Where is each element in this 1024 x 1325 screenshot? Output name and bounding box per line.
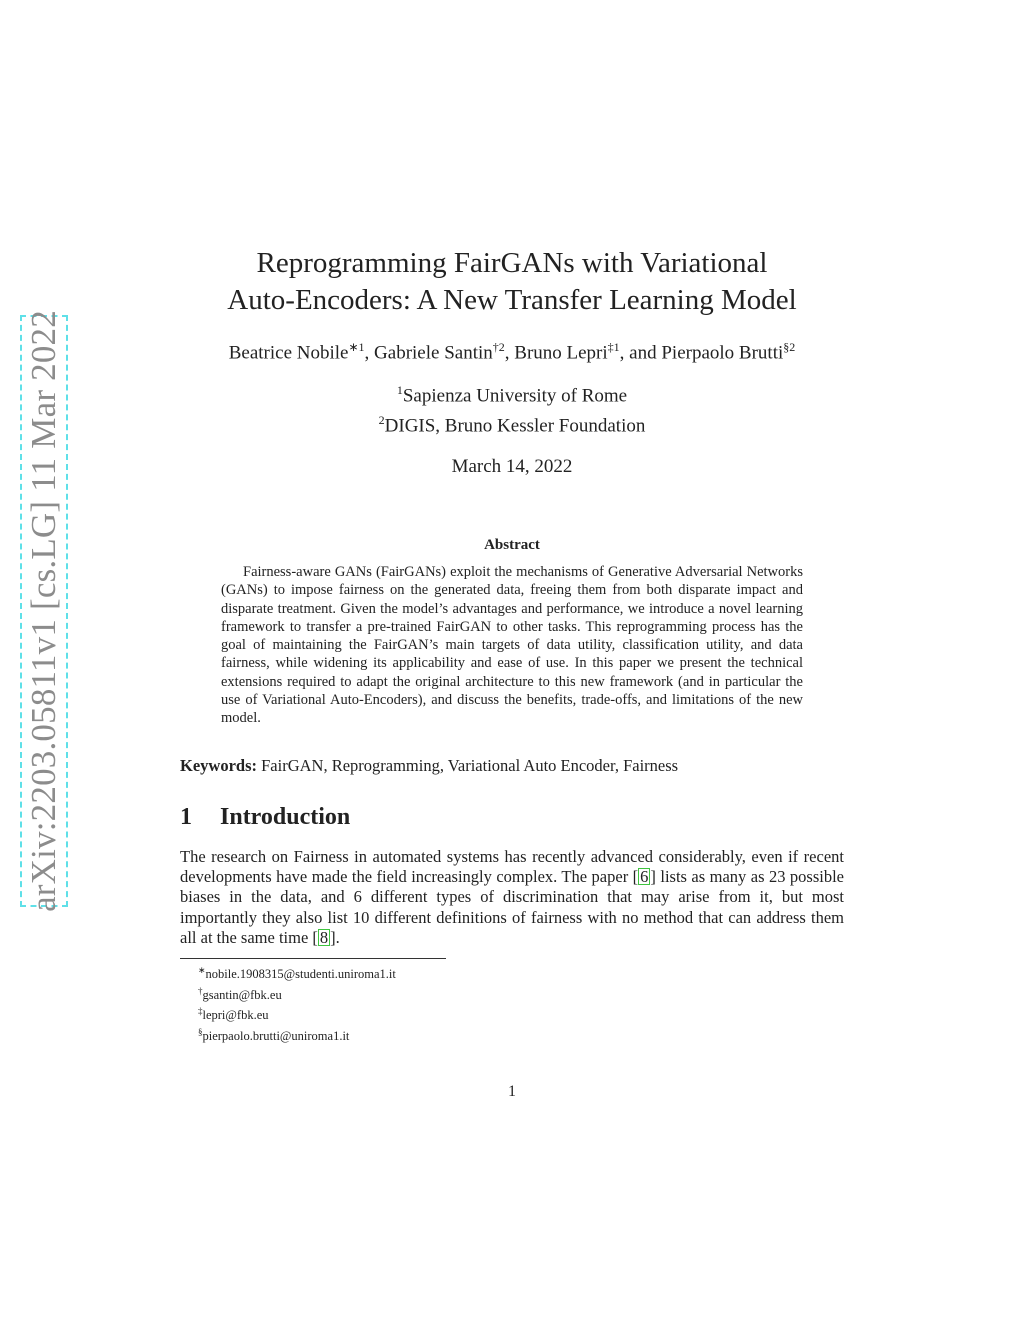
keywords bbox=[180, 756, 844, 776]
footnote bbox=[198, 983, 396, 1004]
footnote-mark: ‡ bbox=[198, 1006, 203, 1017]
footnote bbox=[198, 1003, 396, 1024]
footnote-email: pierpaolo.brutti@uniroma1.it bbox=[202, 1029, 350, 1044]
author-separator: , and bbox=[619, 342, 662, 364]
page-number: 1 bbox=[508, 1083, 516, 1100]
intro-text-part: lists as many as 23 possible biases in the data, and 6 different types of discrimination that may arise from it, but most importantly they also list 10 different definitions of fairness with no method that can address them all at the same time bbox=[180, 867, 845, 947]
author-mark: †2 bbox=[492, 340, 505, 354]
affiliation-name: Sapienza University of Rome bbox=[402, 385, 628, 407]
author-separator: , bbox=[504, 342, 515, 364]
footnotes bbox=[198, 962, 396, 1045]
author-name: Beatrice Nobile bbox=[228, 342, 349, 364]
affiliation bbox=[180, 378, 844, 408]
footnote bbox=[198, 962, 396, 983]
intro-paragraph: The research on Fairness in automated systems has recently advanced considerably, even if recent developments have made the field increasingly complex. The paper [ 6 ] lists as many as 23 possible biases in the data, and 6 different types of discrimination that may arise from it, but most importantly they also list 10 different definitions of fairness with no method that can address them all at the same time [ 8 ]. bbox=[180, 847, 845, 947]
keywords-label: Keywords: bbox=[180, 756, 257, 775]
section-heading bbox=[180, 804, 350, 831]
title-line-2: Auto-Encoders: A New Transfer Learning Model bbox=[227, 284, 797, 316]
affiliation-number: 1 bbox=[396, 383, 403, 397]
footnote-email: lepri@fbk.eu bbox=[202, 1008, 269, 1023]
author-name: Gabriele Santin bbox=[374, 342, 493, 364]
title-line-1: Reprogramming FairGANs with Variational bbox=[256, 247, 768, 279]
affiliations bbox=[180, 378, 844, 439]
author-list bbox=[150, 340, 874, 364]
footnote-mark: ∗ bbox=[198, 965, 206, 975]
section-title: Introduction bbox=[220, 804, 351, 830]
author-mark: ‡1 bbox=[607, 340, 620, 354]
arxiv-stamp bbox=[20, 310, 68, 912]
footnote-email: nobile.1908315@studenti.uniroma1.it bbox=[205, 967, 396, 982]
footnote bbox=[198, 1024, 396, 1045]
author-mark: ∗1 bbox=[348, 340, 365, 354]
affiliation-number: 2 bbox=[378, 413, 385, 428]
footnote-mark: § bbox=[198, 1026, 203, 1037]
footnote-email: gsantin@fbk.eu bbox=[202, 987, 282, 1002]
section-number: 1 bbox=[180, 804, 192, 830]
author-mark: §2 bbox=[783, 340, 796, 354]
affiliation-name: DIGIS, Bruno Kessler Foundation bbox=[384, 415, 646, 437]
author-name: Bruno Lepri bbox=[514, 342, 608, 364]
footnote-rule bbox=[180, 958, 446, 959]
footnote-mark: † bbox=[198, 985, 203, 996]
author-name: Pierpaolo Brutti bbox=[661, 342, 784, 364]
arxiv-id[interactable]: arXiv:2203.05811v1 [cs.LG] 11 Mar 2022 bbox=[24, 310, 63, 912]
keywords-list: FairGAN, Reprogramming, Variational Auto Encoder, Fairness bbox=[261, 756, 679, 775]
affiliation bbox=[180, 408, 844, 438]
intro-text-part: The research on Fairness in automated systems has recently advanced considerably, even if recent developments have made the field increasingly complex. The paper bbox=[180, 847, 844, 887]
abstract-heading: Abstract bbox=[484, 537, 540, 553]
intro-text-part: . bbox=[335, 927, 340, 947]
abstract-body: Fairness-aware GANs (FairGANs) exploit the mechanisms of Generative Adversarial Networks (GANs) to impose fairness on the generated data, freeing them from both disparate impact and disparate treatment. Given the model’s advantages and performance, we introduce a novel learning framework to transfer a pre-trained FairGAN to other tasks. This reprogramming process has the goal of maintaining the FairGAN’s main targets of data utility, classification utility, and data fairness, while widening its applicability and ease of use. In this paper we present the technical extensions required to adapt the original architecture to this new framework (and in particular the use of Variational Auto-Encoders), and discuss the benefits, trade-offs, and limitations of the new model. bbox=[221, 564, 803, 727]
paper-date: March 14, 2022 bbox=[451, 456, 573, 477]
paper-title bbox=[180, 245, 844, 319]
author-separator: , bbox=[364, 342, 375, 364]
citation-link[interactable]: 6 bbox=[640, 867, 649, 887]
citation-link[interactable]: 8 bbox=[319, 927, 329, 947]
